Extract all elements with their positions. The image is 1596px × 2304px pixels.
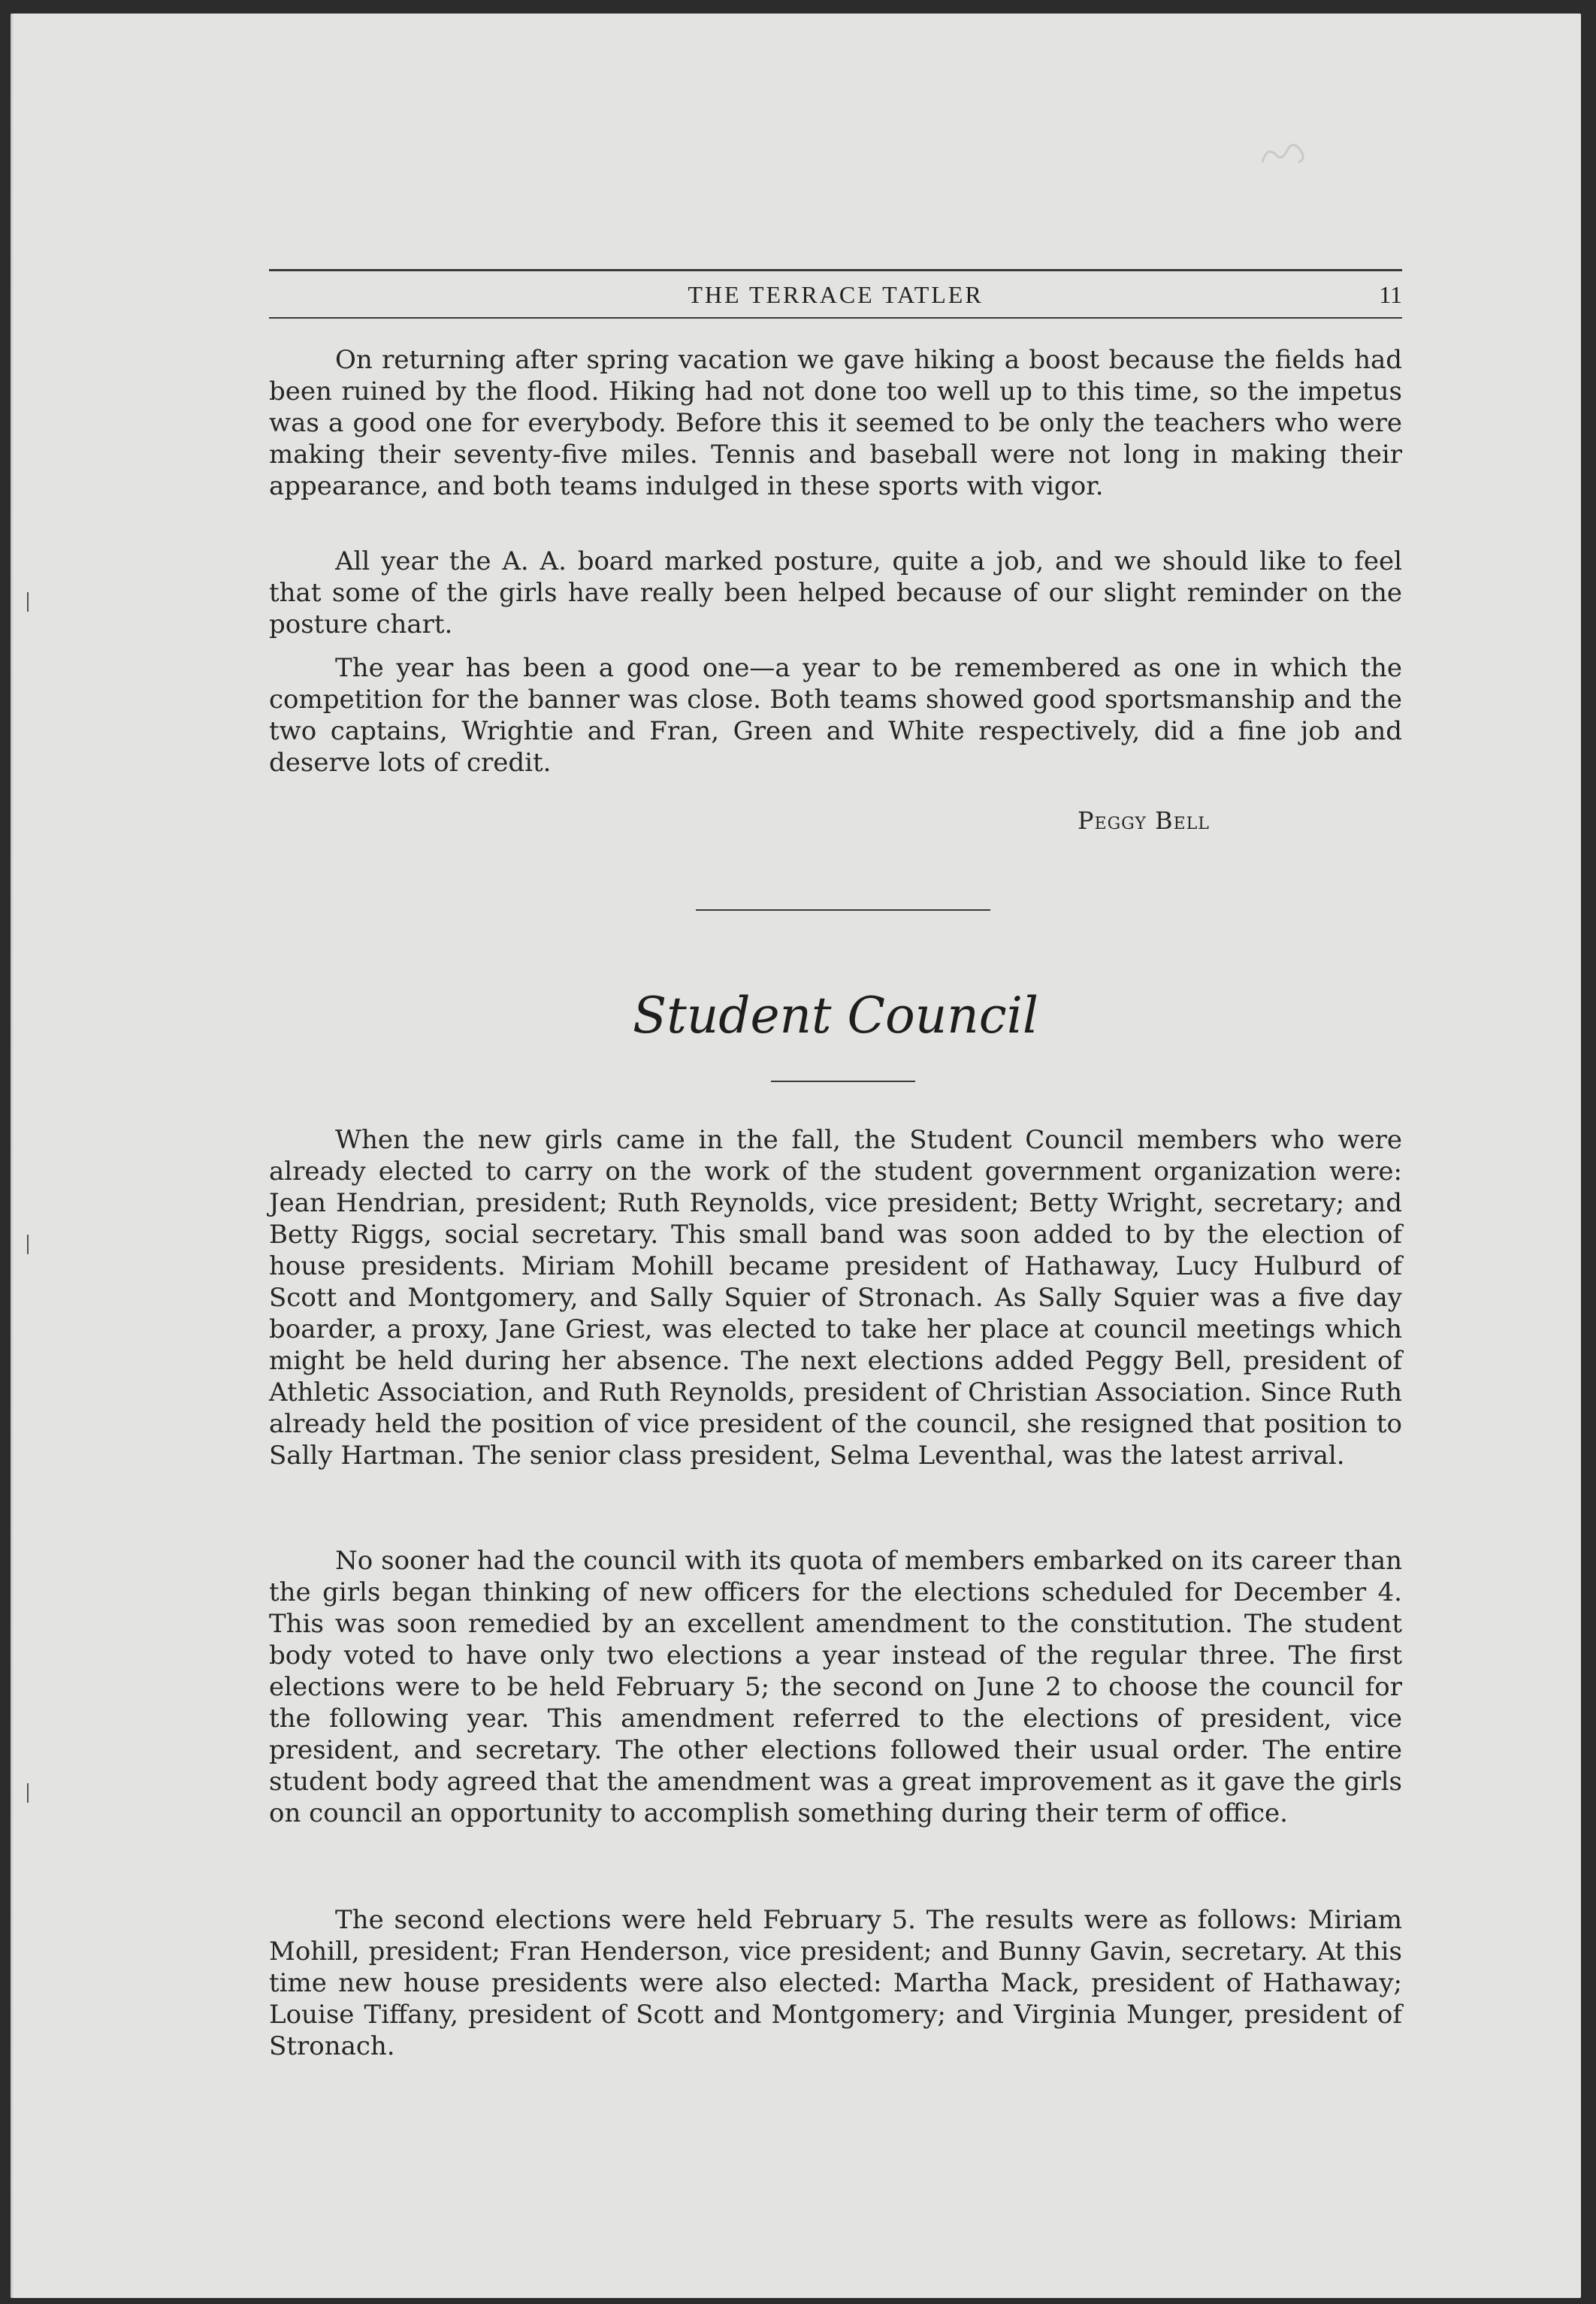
running-head xyxy=(269,255,1402,320)
header-rule-bottom xyxy=(269,317,1402,319)
publication-title: THE TERRACE TATLER xyxy=(688,281,984,308)
binding-gutter xyxy=(11,14,14,2298)
author-signature: Peggy Bell xyxy=(1078,806,1210,835)
margin-mark xyxy=(27,1783,29,1803)
page-number: 11 xyxy=(1379,281,1402,308)
article-2-paragraph-1: When the new girls came in the fall, the Student Council members who were already elected to carry on the work of the student government organization were: Jean Hendrian, president; Ruth Reynolds, vice president; Betty Wright, secretary; and Betty Riggs, social secretary. This small band was soon added to by the election of house presidents. Miriam Mohill became president of Hathaway, Lucy Hulburd of Scott and Montgomery, and Sally Squier of Stronach. As Sally Squier was a five day boarder, a proxy, Jane Griest, was elected to take her place at council meetings which might be held during her absence. The next elections added Peggy Bell, president of Athletic Association, and Ruth Reynolds, president of Christian Association. Since Ruth already held the position of vice president of the council, she resigned that position to Sally Hartman. The senior class president, Selma Leventhal, was the latest arrival. xyxy=(269,1125,1402,1471)
article-1-paragraph-2: All year the A. A. board marked posture, quite a job, and we should like to feel that some of the girls have really been helped because of our slight reminder on the posture chart. xyxy=(269,546,1402,639)
article-1-paragraph-3: The year has been a good one—a year to be remembered as one in which the competition for the banner was close. Both teams showed good sportsmanship and the two captains, Wrightie and Fran, Green and White respectively, did a fine job and deserve lots of credit. xyxy=(269,653,1402,778)
margin-mark xyxy=(27,592,29,612)
article-1-paragraph-1: On returning after spring vacation we gave hiking a boost because the fields had been ruined by the flood. Hiking had not done too well up to this time, so the impetus was a good one for everybody. Before this it seemed to be only the teachers who were making their seventy-five miles. Tennis and baseball were not long in making their appearance, and both teams indulged in these sports with vigor. xyxy=(269,345,1402,501)
header-rule-top xyxy=(269,269,1402,271)
section-divider xyxy=(696,909,990,911)
pencil-mark-icon xyxy=(1256,132,1316,177)
margin-mark xyxy=(27,1235,29,1254)
article-2-paragraph-2: No sooner had the council with its quota of members embarked on its career than the girls began thinking of new officers for the elections scheduled for December 4. This was soon remedied by an excellent amendment to the constitution. The student body voted to have only two elections a year instead of the regular three. The first elections were to be held February 5; the second on June 2 to choose the council for the following year. This amendment referred to the elections of president, vice president, and secretary. The other elections followed their usual order. The entire student body agreed that the amendment was a great improvement as it gave the girls on council an opportunity to accomplish something during their term of office. xyxy=(269,1546,1402,1828)
section-title: Student Council xyxy=(633,987,1038,1045)
article-2-paragraph-3: The second elections were held February 5. The results were as follows: Miriam Mohill, president; Fran Henderson, vice president; and Bunny Gavin, secretary. At this time new house presidents were also elected: Martha Mack, president of Hathaway; Louise Tiffany, president of Scott and Montgomery; and Virginia Munger, president of Stronach. xyxy=(269,1905,1402,2061)
document-page xyxy=(11,14,1581,2298)
title-underline xyxy=(771,1081,915,1082)
